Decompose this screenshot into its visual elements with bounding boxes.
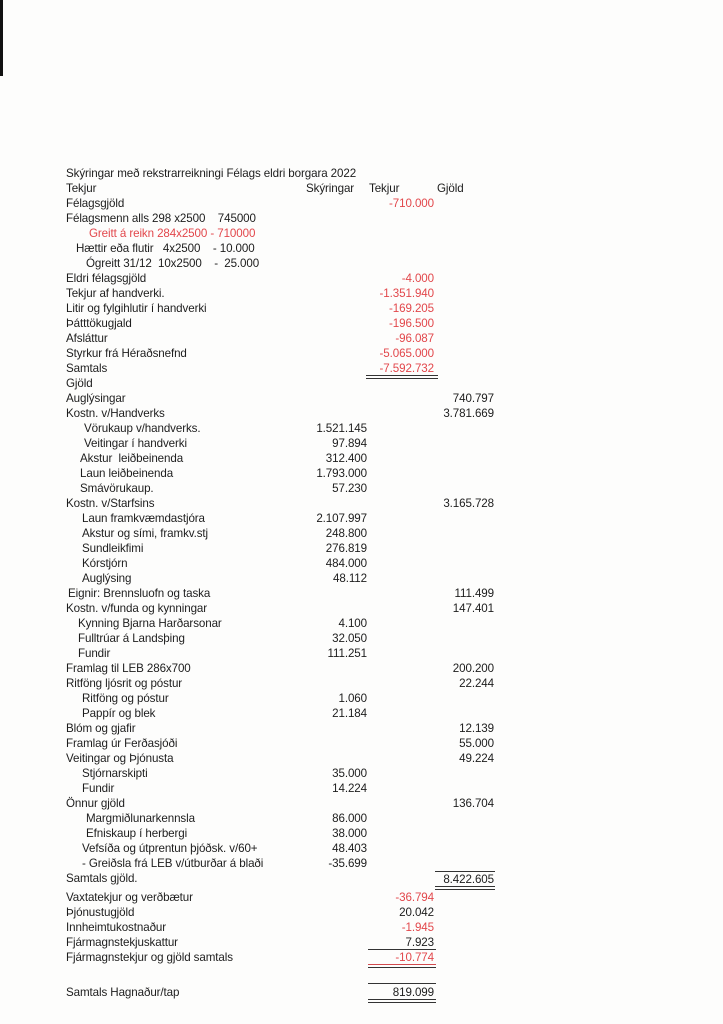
row-label: Auglýsing <box>82 572 132 585</box>
row-label: Veitingar og Þjónusta <box>66 752 174 765</box>
subtotal-line-hagnadur <box>368 983 436 984</box>
row-label: Vefsíða og útprentun þjóðsk. v/60+ <box>82 842 258 855</box>
row-label: Pappír og blek <box>82 707 156 720</box>
total-underline-hagnadur <box>368 999 436 1003</box>
row-tekjur: -36.794 <box>395 891 434 904</box>
row-label: Vaxtatekjur og verðbætur <box>66 891 193 904</box>
row-label: Kostn. v/Handverks <box>66 407 165 420</box>
row-skyringar: 2.107.997 <box>316 512 367 525</box>
row-label: Tekjur af handverki. <box>66 287 165 300</box>
row-tekjur: -10.774 <box>395 951 434 964</box>
row-skyringar: 1.521.145 <box>316 422 367 435</box>
row-gjold: 111.499 <box>454 587 494 600</box>
row-tekjur: -1.945 <box>401 921 434 934</box>
header-skyringar: Skýringar <box>306 182 355 195</box>
row-gjold: 8.422.605 <box>443 873 494 886</box>
row-skyringar: 14.224 <box>332 782 367 795</box>
row-label: Akstur leiðbeinenda <box>80 452 184 465</box>
row-gjold: 49.224 <box>459 752 494 765</box>
row-label: Litir og fylgihlutir í handverki <box>66 302 207 315</box>
row-label: Laun framkvæmdastjóra <box>82 512 205 525</box>
row-tekjur: 20.042 <box>399 906 434 919</box>
row-skyringar: 57.230 <box>332 482 367 495</box>
row-label: Blóm og gjafir <box>66 722 136 735</box>
row-label: Margmiðlunarkennsla <box>86 812 195 825</box>
row-tekjur: -5.065.000 <box>379 347 434 360</box>
row-gjold: 3.165.728 <box>443 497 494 510</box>
row-label: Sundleikfimi <box>82 542 144 555</box>
row-tekjur: 819.099 <box>392 986 434 999</box>
row-label: Samtals gjöld. <box>66 872 138 885</box>
row-label: Eignir: Brennsluofn og taska <box>68 587 211 600</box>
row-skyringar: -35.699 <box>328 857 367 870</box>
row-label: Akstur og sími, framkv.stj <box>82 527 209 540</box>
row-label: Framlag til LEB 286x700 <box>66 662 191 675</box>
row-label: Innheimtukostnaður <box>66 921 167 934</box>
row-label: Ritföng ljósrit og póstur <box>66 677 183 690</box>
row-skyringar: 86.000 <box>332 812 367 825</box>
row-label: Gjöld <box>66 377 93 390</box>
row-label: Fjármagnstekjur og gjöld samtals <box>66 951 233 964</box>
row-tekjur: -1.351.940 <box>379 287 434 300</box>
row-label: Kynning Bjarna Harðarsonar <box>78 617 222 630</box>
row-skyringar: 276.819 <box>325 542 367 555</box>
row-gjold: 147.401 <box>452 602 494 615</box>
row-label: Hættir eða flutir 4x2500 - 10.000 <box>76 242 255 255</box>
row-tekjur: -4.000 <box>401 272 434 285</box>
row-label: Efniskaup í herbergi <box>86 827 188 840</box>
row-label: Eldri félagsgjöld <box>66 272 147 285</box>
page-title: Skýringar með rekstrarreikningi Félags eldri borgara 2022 <box>66 167 357 180</box>
row-skyringar: 32.050 <box>332 632 367 645</box>
row-label: - Greiðsla frá LEB v/útburðar á blaði <box>82 857 264 870</box>
row-skyringar: 248.800 <box>325 527 367 540</box>
row-label: Fjármagnstekjuskattur <box>66 936 178 949</box>
row-label: Félagsmenn alls 298 x2500 745000 <box>66 212 256 225</box>
row-tekjur: -7.592.732 <box>379 362 434 375</box>
row-label: Ógreitt 31/12 10x2500 - 25.000 <box>86 257 260 270</box>
row-label: Önnur gjöld <box>66 797 125 810</box>
row-label: Greitt á reikn 284x2500 - 710000 <box>89 227 256 240</box>
row-gjold: 3.781.669 <box>443 407 494 420</box>
row-gjold: 740.797 <box>452 392 494 405</box>
row-label: Þátttökugjald <box>66 317 132 330</box>
row-label: Samtals Hagnaður/tap <box>66 986 180 999</box>
row-label: Afsláttur <box>66 332 108 345</box>
row-label: Fundir <box>78 647 111 660</box>
row-skyringar: 48.112 <box>333 572 367 585</box>
row-tekjur: -710.000 <box>389 197 434 210</box>
row-label: Félagsgjöld <box>66 197 125 210</box>
row-label: Kostn. v/Starfsins <box>66 497 155 510</box>
row-label: Smávörukaup. <box>80 482 154 495</box>
row-gjold: 22.244 <box>459 677 494 690</box>
row-skyringar: 1.793.000 <box>316 467 367 480</box>
row-label: Ritföng og póstur <box>82 692 169 705</box>
row-skyringar: 111.251 <box>327 647 367 660</box>
row-skyringar: 484.000 <box>325 557 367 570</box>
scan-edge-mark <box>0 0 3 76</box>
row-tekjur: -96.087 <box>395 332 434 345</box>
row-gjold: 55.000 <box>459 737 494 750</box>
row-label: Stjórnarskipti <box>82 767 148 780</box>
row-skyringar: 1.060 <box>338 692 367 705</box>
row-label: Samtals <box>66 362 108 375</box>
row-tekjur: -169.205 <box>389 302 434 315</box>
row-tekjur: 7.923 <box>405 936 434 949</box>
row-label: Þjónustugjöld <box>66 906 135 919</box>
row-label: Veitingar í handverki <box>84 437 187 450</box>
row-skyringar: 38.000 <box>332 827 367 840</box>
row-label: Vörukaup v/handverks. <box>84 422 201 435</box>
row-label: Kórstjórn <box>82 557 128 570</box>
row-skyringar: 48.403 <box>332 842 367 855</box>
row-label: Kostn. v/funda og kynningar <box>66 602 208 615</box>
row-skyringar: 4.100 <box>338 617 367 630</box>
row-label: Auglýsingar <box>66 392 126 405</box>
row-label: Framlag úr Ferðasjóði <box>66 737 178 750</box>
row-label: Fulltrúar á Landsþing <box>78 632 185 645</box>
row-skyringar: 97.894 <box>332 437 367 450</box>
header-tekjur: Tekjur <box>369 182 400 195</box>
row-label: Styrkur frá Héraðsnefnd <box>66 347 187 360</box>
row-skyringar: 35.000 <box>332 767 367 780</box>
total-underline-fjarmagn <box>368 964 436 968</box>
total-underline-tekjur <box>366 375 438 379</box>
row-gjold: 200.200 <box>452 662 494 675</box>
row-label: Laun leiðbeinenda <box>80 467 174 480</box>
header-gjold: Gjöld <box>437 182 464 195</box>
row-skyringar: 21.184 <box>332 707 367 720</box>
total-underline-gjold <box>435 886 495 890</box>
row-gjold: 12.139 <box>459 722 494 735</box>
header-tekjur-section: Tekjur <box>66 182 97 195</box>
row-label: Fundir <box>82 782 115 795</box>
row-tekjur: -196.500 <box>389 317 434 330</box>
row-gjold: 136.704 <box>452 797 494 810</box>
row-skyringar: 312.400 <box>325 452 367 465</box>
